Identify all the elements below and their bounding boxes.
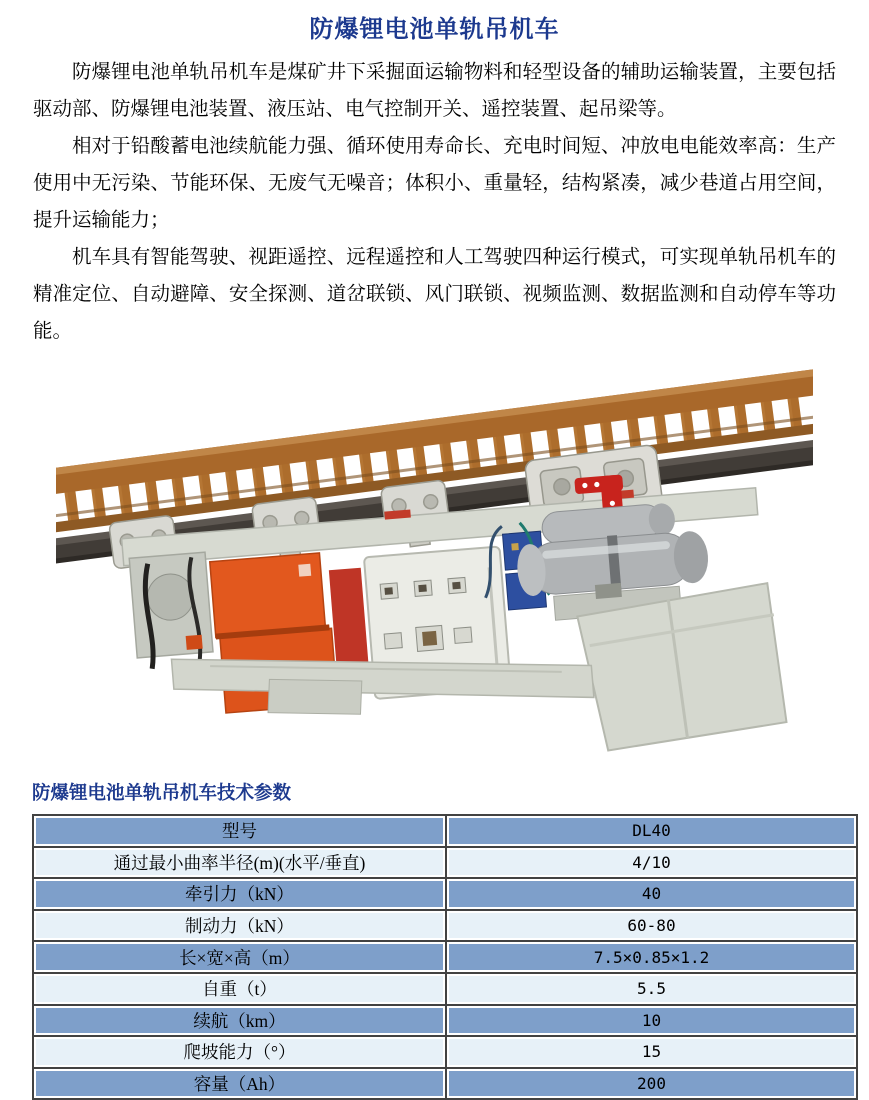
spec-value-cell: 4/10 [446,847,857,879]
spec-label-cell: 制动力（kN） [33,910,446,942]
advantages-paragraph: 相对于铅酸蓄电池续航能力强、循环使用寿命长、充电时间短、冲放电电能效率高：生产使用中无污染、节能环保、无废气无噪音；体积小、重量轻，结构紧凑，减少巷道占用空间，提升运输能力； [33,136,836,231]
table-row [33,1068,857,1100]
spec-value-cell: 40 [446,878,857,910]
spec-label-cell: 容量（Ah） [33,1068,446,1100]
page-title: 防爆锂电池单轨吊机车 [309,17,560,43]
drive-unit [129,552,214,675]
spec-label-cell: 续航（km） [33,1005,446,1037]
body-text [33,54,836,350]
spec-value-cell: 7.5×0.85×1.2 [446,941,857,973]
spec-label-cell: 长×宽×高（m） [33,941,446,973]
spec-value-cell: 5.5 [446,973,857,1005]
specs-heading: 防爆锂电池单轨吊机车技术参数 [32,784,292,804]
specs-table [32,814,858,1100]
table-row [33,1036,857,1068]
spec-value-cell: 200 [446,1068,857,1100]
features-paragraph: 机车具有智能驾驶、视距遥控、远程遥控和人工驾驶四种运行模式，可实现单轨吊机车的精准定位、自动避障、安全探测、道岔联锁、风门联锁、视频监测、数据监测和自动停车等功能。 [33,247,836,342]
monorail-locomotive-illustration [56,365,813,767]
product-photo [56,365,813,767]
spec-label-cell: 通过最小曲率半径(m)(水平/垂直) [33,847,446,879]
spec-label-cell: 自重（t） [33,973,446,1005]
spec-label-cell: 型号 [33,815,446,847]
spec-label-cell: 牵引力（kN） [33,878,446,910]
table-row [33,1005,857,1037]
spec-value-cell: 60-80 [446,910,857,942]
table-row [33,847,857,879]
spec-label-cell: 爬坡能力（°） [33,1036,446,1068]
spec-value-cell: 10 [446,1005,857,1037]
table-row [33,973,857,1005]
table-row [33,815,857,847]
spec-value-cell: DL40 [446,815,857,847]
intro-paragraph: 防爆锂电池单轨吊机车是煤矿井下采掘面运输物料和轻型设备的辅助运输装置，主要包括驱动部、防爆锂电池装置、液压站、电气控制开关、遥控装置、起吊梁等。 [33,62,836,120]
table-row [33,941,857,973]
table-row [33,910,857,942]
spec-value-cell: 15 [446,1036,857,1068]
table-row [33,878,857,910]
